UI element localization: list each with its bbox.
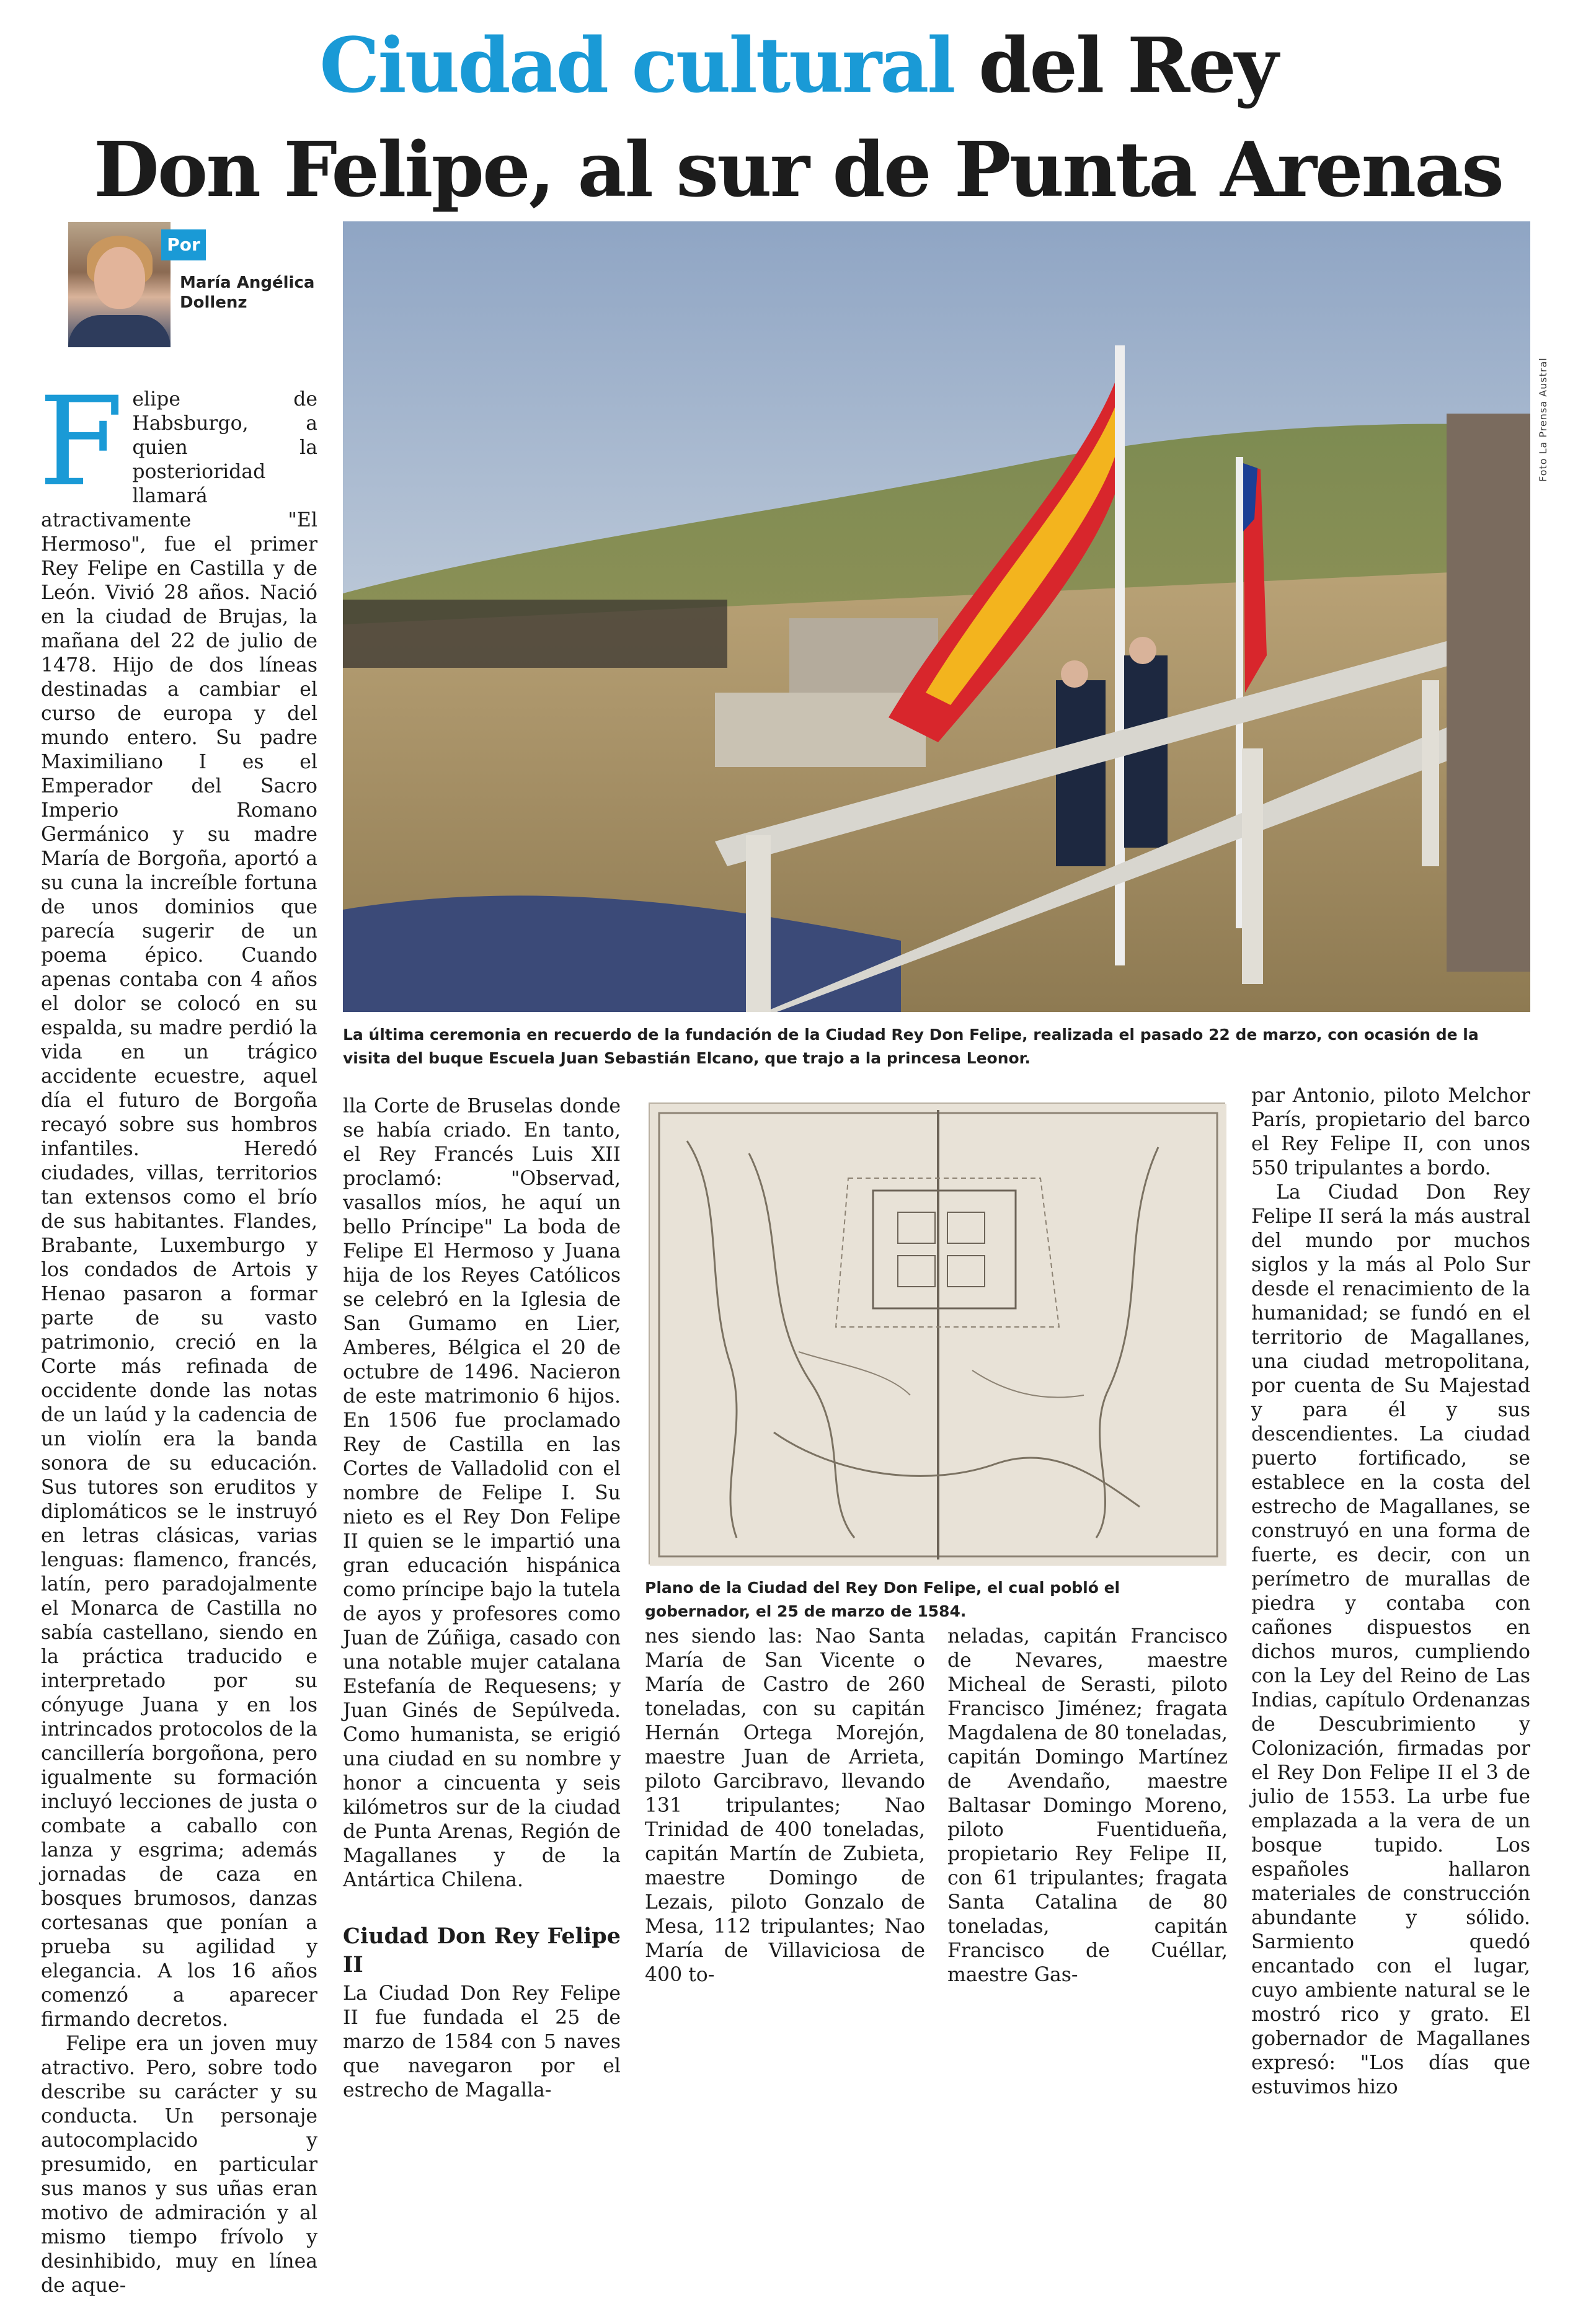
headline-accent: Ciudad cultural xyxy=(319,20,954,110)
article-paragraph: lla Corte de Bruselas donde se había criado. En tanto, el Rey Francés Luis XII proclamó: "Observad, vasallos míos, he aquí un bello Príncipe" La boda de Felipe El Hermoso y Juana hija de los Reyes Católicos se celebró en la Iglesia de San Gumamo en Lier, Amberes, Bélgica el 20 de octubre de 1496. Nacieron de este matrimonio 6 hijos. En 1506 fue proclamado Rey de Castilla en las Cortes de Valladolid con el nombre de Felipe I. Su nieto es el Rey Don Felipe II quien se le impartió una gran educación hispánica como príncipe bajo la tutela de ayos y profesores como Juan de Zúñiga, casado con una notable mujer catalana Estefanía de Requesens; y Juan Ginés de Sepúlveda. Como humanista, se erigió una ciudad en su nombre y honor a cincuenta y seis kilómetros sur de la ciudad de Punta Arenas, Región de Magallanes y de la Antártica Chilena. xyxy=(343,1095,621,1891)
article-column-3 xyxy=(645,1625,925,1986)
section-subhead: Ciudad Don Rey Felipe II xyxy=(343,1923,621,1977)
article-column-5 xyxy=(1251,1084,1530,2098)
article-paragraph: elipe de Habsburgo, a quien la posterioridad llamará atractivamente "El Hermoso", fue el primer Rey Felipe en Castilla y de León. Vivió 28 años. Nació en la ciudad de Brujas, la mañana del 22 de julio de 1478. Hijo de dos líneas destinadas a cambiar el curso de europa y del mundo entero. Su padre Maximiliano I es el Emperador del Sacro Imperio Romano Germánico y su madre María de Borgoña, aportó a su cuna la increíble fortuna de unos dominios que parecía sugerir de un poema épico. Cuando apenas contaba con 4 años el dolor se colocó en su espalda, su madre perdió la vida en un trágico accidente ecuestre, aquel día el futuro de Borgoña recayó sobre sus hombros infantiles. Heredó ciudades, villas, territorios tan extensos como el brío de sus habitantes. Flandes, Brabante, Luxemburgo y los condados de Artois y Henao pasaron a formar parte de su vasto patrimonio, creció en la Corte más refinada de occidente donde las notas de un laúd y la cadencia de un violín era la banda sonora de su educación. Sus tutores son eruditos y diplomáticos se le instruyó en letras clásicas, varias lenguas: flamenco, francés, latín, pero paradojalmente el Monarca de Castilla no sabía castellano, siendo en la práctica traducido e interpretado por su cónyuge Juana y en los intrincados protocolos de la cancillería borgoñona, pero igualmente su formación incluyó lecciones de justa o combate a caballo con lanza y esgrima; además jornadas de caza en bosques brumosos, danzas cortesanas que ponían a prueba su agilidad y elegancia. A los 16 años comenzó a aparecer firmando decretos. xyxy=(41,388,317,2031)
article-column-4 xyxy=(947,1625,1228,1986)
article-paragraph: nes siendo las: Nao Santa María de San Vicente o María de Castro de 260 toneladas, con su capitán Hernán Ortega Morejón, maestre Juan de Arrieta, piloto Garcibravo, llevando 131 tripulantes; Nao Trinidad de 400 toneladas, capitán Martín de Zubieta, maestre Domingo de Lezais, piloto Gonzalo de Mesa, 112 tripulantes; Nao María de Villaviciosa de 400 to- xyxy=(645,1625,925,1986)
byline xyxy=(68,222,341,349)
article-column-1 xyxy=(38,370,317,2297)
headline-rest: del Rey xyxy=(954,20,1277,110)
photo-caption: La última ceremonia en recuerdo de la fundación de la Ciudad Rey Don Felipe, realizada el pasado 22 de marzo, con ocasión de la visita del buque Escuela Juan Sebastián Elcano, que trajo a la princesa Leonor. xyxy=(343,1026,1479,1067)
byline-tag: Por xyxy=(161,229,206,260)
headline xyxy=(0,19,1596,216)
article-paragraph: par Antonio, piloto Melchor París, propietario del barco el Rey Felipe II, con unos 550 tripulantes a bordo. xyxy=(1251,1085,1530,1179)
author-photo xyxy=(68,222,171,347)
map-caption: Plano de la Ciudad del Rey Don Felipe, el cual pobló el gobernador, el 25 de marzo de 1584. xyxy=(645,1579,1120,1620)
article-paragraph: La Ciudad Don Rey Felipe II será la más austral del mundo por muchos siglos y la más al Polo Sur desde el renacimiento de la humanidad; se fundó en el territorio de Magallanes, una ciudad metropolitana, por cuenta de Su Majestad y para él y sus descendientes. La ciudad puerto fortificado, se establece en la costa del estrecho de Magallanes, se construyó en una forma de fuerte, es decir, con un perímetro de murallas de piedra y contaba con cañones dispuestos en dichos muros, cumpliendo con la Ley del Reino de Las Indias, capítulo Ordenanzas de Descubrimiento y Colonización, firmadas por el Rey Don Felipe II el 3 de julio de 1553. La urbe fue emplazada a la vera de un bosque tupido. Los españoles hallaron materiales de construcción abundante y sólido. Sarmiento quedó encantado con el lugar, cuyo ambiente natural se le mostró rico y grato. El gobernador de Magallanes expresó: "Los días que estuvimos hizo xyxy=(1251,1181,1530,2098)
headline-line-2: Don Felipe, al sur de Punta Arenas xyxy=(94,125,1502,214)
historic-map xyxy=(649,1102,1225,1564)
article-paragraph: Felipe era un joven muy atractivo. Pero, sobre todo describe su carácter y su conducta. Un personaje autocomplacido y presumido, en particular sus manos y sus uñas eran motivo de admiración y al mismo tiempo frívolo y desinhibido, muy en línea de aque- xyxy=(41,2033,317,2297)
article-paragraph: La Ciudad Don Rey Felipe II fue fundada el 25 de marzo de 1584 con 5 naves que navegaron por el estrecho de Magalla- xyxy=(343,1982,621,2101)
author-name: María Angélica Dollenz xyxy=(180,273,315,312)
photo-credit: Foto La Prensa Austral xyxy=(1537,357,1549,482)
drop-cap: F xyxy=(38,370,124,513)
ceremony-photo xyxy=(343,221,1530,1012)
article-column-2 xyxy=(343,1094,621,2101)
headline-line-1 xyxy=(0,19,1596,112)
article-paragraph: neladas, capitán Francisco de Nevares, maestre Micheal de Serasti, piloto Francisco Jiménez; fragata Magdalena de 80 toneladas, capitán Domingo Martínez de Avendaño, maestre Baltasar Domingo Moreno, piloto Fuentidueña, propietario Rey Felipe II, con 61 tripulantes; fragata Santa Catalina de 80 toneladas, capitán Francisco de Cuéllar, maestre Gas- xyxy=(947,1625,1228,1986)
